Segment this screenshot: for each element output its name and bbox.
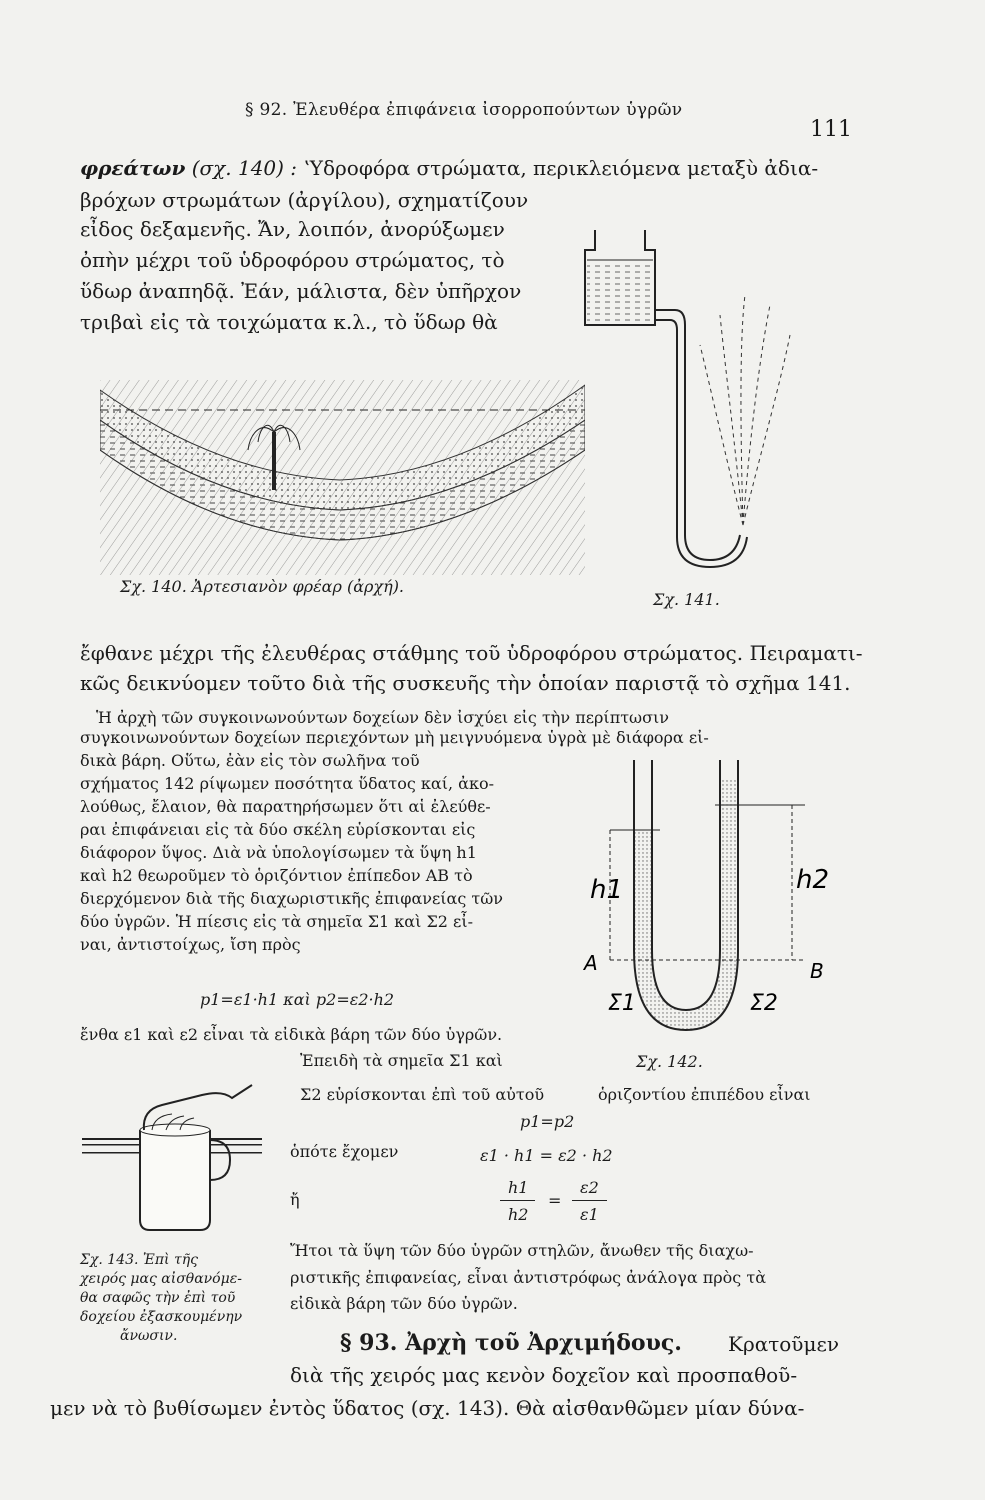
label-h2: h2 [796, 865, 830, 895]
small-text-line: Ἐπειδὴ τὰ σημεῖα Σ1 καὶ [300, 1051, 503, 1070]
running-header: § 92. Ἐλευθέρα ἐπιφάνεια ἰσορροπούντων ὑγρῶν [245, 100, 683, 120]
figure-140-artesian-well [100, 380, 585, 575]
fraction-denominator-e1: ε1 [580, 1205, 599, 1224]
paragraph-line: ὀπὴν μέχρι τοῦ ὑδροφόρου στρώματος, τὸ [80, 248, 505, 272]
paragraph-line [80, 158, 818, 178]
term-freaton: φρεάτων [80, 156, 186, 180]
small-text-line: ἤ [290, 1190, 300, 1209]
fraction-numerator-h1: h1 [508, 1178, 529, 1197]
fraction-denominator-h2: h2 [508, 1205, 529, 1224]
small-text-line: συγκοινωνούντων δοχείων περιεχόντων μὴ μειγνυόμενα ὑγρὰ μὲ διάφορα εἰ- [80, 728, 709, 747]
small-text-line: ραι ἐπιφάνειαι εἰς τὰ δύο σκέλη εὑρίσκονται εἰς [80, 820, 476, 839]
equation-eh: ε1 · h1 = ε2 · h2 [480, 1146, 613, 1165]
figure-142-u-tube [570, 760, 840, 1050]
small-text-line: λούθως, ἔλαιον, θὰ παρατηρήσωμεν ὅτι αἱ ἐλεύθε- [80, 797, 491, 816]
paragraph-line: ἔφθανε μέχρι τῆς ἐλευθέρας στάθμης τοῦ ὑδροφόρου στρώματος. Πειραματι- [80, 641, 863, 665]
small-text-line: σχήματος 142 ρίψωμεν ποσότητα ὕδατος καί, ἀκο- [80, 774, 495, 793]
figure-143-caption-line: Σχ. 143. Ἐπὶ τῆς [80, 1252, 198, 1268]
paragraph-line: διὰ τῆς χειρός μας κενὸν δοχεῖον καὶ προσπαθοῦ- [290, 1363, 798, 1387]
fraction-equals: = [548, 1191, 562, 1210]
label-B: B [810, 959, 824, 983]
figure-143-caption-line: χειρός μας αἰσθανόμε- [80, 1271, 242, 1287]
small-text-line: καὶ h2 θεωροῦμεν τὸ ὁριζόντιον ἐπίπεδον AB τὸ [80, 866, 473, 885]
small-text-line: δύο ὑγρῶν. Ἡ πίεσις εἰς τὰ σημεῖα Σ1 καὶ Σ2 εἶ- [80, 912, 473, 931]
page-number: 111 [810, 117, 852, 142]
small-text-line: διερχόμενον διὰ τῆς διαχωριστικῆς ἐπιφανείας τῶν [80, 889, 504, 908]
paragraph-line: ὕδωρ ἀναπηδᾷ. Ἐάν, μάλιστα, δὲν ὑπῆρχον [80, 279, 522, 303]
small-text-line: Ἤτοι τὰ ὕψη τῶν δύο ὑγρῶν στηλῶν, ἄνωθεν τῆς διαχω- [290, 1241, 754, 1260]
small-text-line: ἔνθα ε1 καὶ ε2 εἶναι τὰ εἰδικὰ βάρη τῶν δύο ὑγρῶν. [80, 1025, 503, 1044]
figure-143-caption-line: δοχείου ἐξασκουμένην [80, 1309, 243, 1325]
figure-143-caption-line: θα σαφῶς τὴν ἐπὶ τοῦ [80, 1290, 236, 1306]
equation-p-equal: p1=p2 [520, 1112, 575, 1131]
small-text-line: Σ2 εὑρίσκονται ἐπὶ τοῦ αὐτοῦ [300, 1085, 545, 1104]
figure-141-caption: Σχ. 141. [653, 590, 720, 609]
label-h1: h1 [590, 875, 624, 905]
label-A: A [584, 951, 598, 975]
paragraph-line: κῶς δεικνύομεν τοῦτο διὰ τῆς συσκευῆς τὴν ὁποίαν παριστᾷ τὸ σχῆμα 141. [80, 671, 851, 695]
paragraph-line: εἶδος δεξαμενῆς. Ἄν, λοιπόν, ἀνορύξωμεν [80, 217, 505, 241]
small-text-line: διάφορον ὕψος. Διὰ νὰ ὑπολογίσωμεν τὰ ὕψη h1 [80, 843, 477, 862]
figure-142-caption: Σχ. 142. [636, 1052, 703, 1071]
label-sigma1: Σ1 [608, 991, 636, 1016]
fraction-numerator-e2: ε2 [580, 1178, 599, 1197]
section-93-heading: § 93. Ἀρχὴ τοῦ Ἀρχιμήδους. [340, 1330, 682, 1356]
paragraph-line: βρόχων στρωμάτων (ἀργίλου), σχηματίζουν [80, 188, 529, 212]
fraction-bar [572, 1200, 607, 1201]
fraction-bar [500, 1200, 535, 1201]
figure-143-hand-and-jar [82, 1080, 262, 1240]
figure-141-fountain-apparatus [575, 215, 800, 575]
small-text-line: εἰδικὰ βάρη τῶν δύο ὑγρῶν. [290, 1294, 518, 1313]
figure-ref: (σχ. 140) : [191, 156, 298, 180]
label-sigma2: Σ2 [750, 991, 778, 1016]
paragraph-line: Κρατοῦμεν [728, 1332, 839, 1356]
paragraph-line: τριβαὶ εἰς τὰ τοιχώματα κ.λ., τὸ ὕδωρ θὰ [80, 310, 498, 334]
paragraph-line: μεν νὰ τὸ βυθίσωμεν ἐντὸς ὕδατος (σχ. 143). Θὰ αἰσθανθῶμεν μίαν δύνα- [50, 1396, 805, 1420]
paragraph-text: ʽΥδροφόρα στρώματα, περικλειόμενα μεταξὺ ἀδια- [303, 156, 819, 180]
figure-140-caption: Σχ. 140. Ἀρτεσιανὸν φρέαρ (ἀρχή). [120, 577, 405, 596]
small-text-line: ὁπότε ἔχομεν [290, 1142, 399, 1161]
small-text-line: ὁριζοντίου ἐπιπέδου εἶναι [598, 1085, 811, 1104]
small-text-line: δικὰ βάρη. Οὕτω, ἐὰν εἰς τὸν σωλῆνα τοῦ [80, 751, 420, 770]
small-text-line: ναι, ἀντιστοίχως, ἴση πρὸς [80, 935, 301, 954]
figure-143-caption-line: ἄνωσιν. [120, 1328, 178, 1344]
formula-pressures: p1=ε1·h1 καὶ p2=ε2·h2 [200, 990, 395, 1009]
small-text-line: ριστικῆς ἐπιφανείας, εἶναι ἀντιστρόφως ἀνάλογα πρὸς τὰ [290, 1268, 767, 1287]
small-text-line: Ἡ ἀρχὴ τῶν συγκοινωνούντων δοχείων δὲν ἰσχύει εἰς τὴν περίπτωσιν [96, 708, 670, 727]
